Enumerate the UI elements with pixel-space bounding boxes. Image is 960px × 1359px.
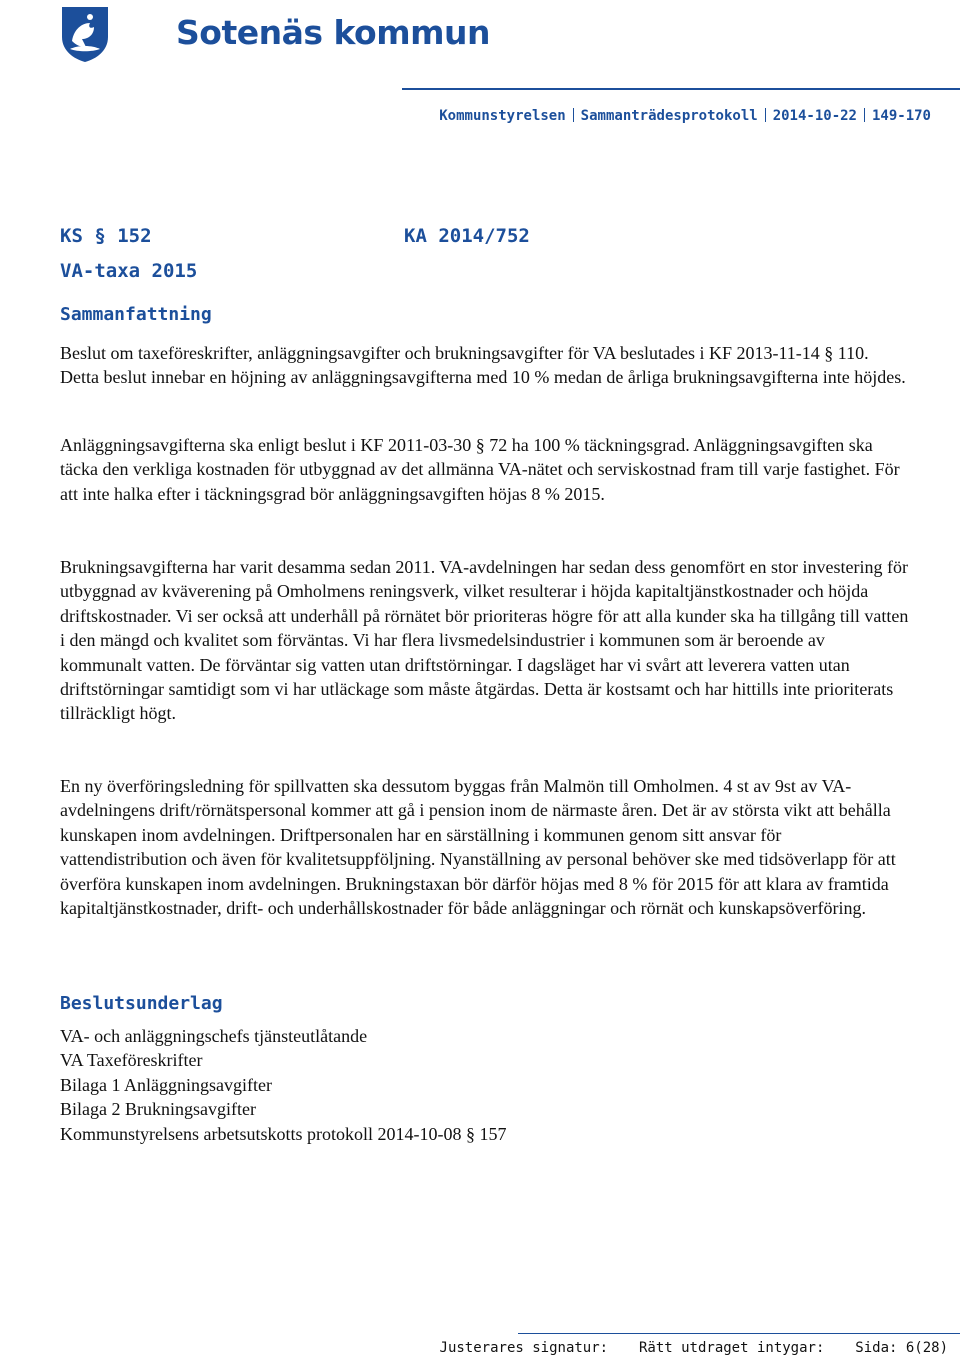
coat-of-arms-icon bbox=[60, 5, 110, 63]
footer-page-number: Sida: 6(28) bbox=[855, 1340, 948, 1356]
decision-basis-list bbox=[60, 1024, 910, 1146]
list-item: VA Taxeföreskrifter bbox=[60, 1050, 203, 1071]
case-number-ka: KA 2014/752 bbox=[404, 225, 530, 247]
summary-paragraph-4: En ny överföringsledning för spillvatten ska dessutom byggas från Malmön till Omholmen. 4 st av 9st av VA-avdelningens drift/rörnätspersonal kommer att gå i pension inom de närmaste åren. Det är av största vikt att behålla kunskapen inom avdelningen. Driftpersonalen har en särställning i kommunen genom sitt ansvar för vattendistribution och även för kvalitetsuppföljning. Nyanställning av personal behöver ske med tidsöverlapp för att överföra kunskapen inom avdelningen. Brukningstaxan bör därför höjas med 8 % för 2015 för att klara av framtida kapitaltjänstkostnader, drift- och underhållskostnader för både anläggningar och rörnät och kunskapsöverföring. bbox=[60, 776, 896, 919]
summary-paragraph-1: Beslut om taxeföreskrifter, anläggningsavgifter och brukningsavgifter för VA beslutades i KF 2013-11-14 § 110. Detta beslut innebar en höjning av anläggningsavgifterna med 10 % medan de årliga brukningsavgifterna inte höjdes. bbox=[60, 343, 906, 388]
header-separator bbox=[573, 108, 574, 122]
list-item: VA- och anläggningschefs tjänsteutlåtande bbox=[60, 1026, 368, 1046]
summary-heading: Sammanfattning bbox=[60, 304, 212, 325]
case-title: VA-taxa 2015 bbox=[60, 260, 198, 282]
document-header bbox=[439, 108, 931, 124]
logo-wordmark: Sotenäs kommun bbox=[176, 13, 490, 52]
summary-paragraph-2: Anläggningsavgifterna ska enligt beslut i KF 2011-03-30 § 72 ha 100 % täckningsgrad. Anläggningsavgiften ska täcka den verkliga kostnaden för utbyggnad av det allmänna VA-nätet och serviskostnad fram till varje fastighet. För att inte halka efter i täckningsgrad bör anläggningsavgiften höjas 8 % 2015. bbox=[60, 435, 900, 504]
header-separator bbox=[864, 108, 865, 122]
header-pages: 149-170 bbox=[871, 108, 931, 124]
footer-justerares-signature: Justerares signatur: bbox=[439, 1340, 609, 1356]
header-date: 2014-10-22 bbox=[772, 108, 857, 124]
case-number-ks: KS § 152 bbox=[60, 225, 152, 247]
decision-basis-heading: Beslutsunderlag bbox=[60, 993, 223, 1014]
header-org: Kommunstyrelsen bbox=[439, 108, 566, 124]
footer-rule bbox=[518, 1333, 960, 1334]
list-item: Bilaga 1 Anläggningsavgifter bbox=[60, 1074, 272, 1095]
list-item: Bilaga 2 Brukningsavgifter bbox=[60, 1099, 256, 1120]
footer-ratt-utdraget: Rätt utdraget intygar: bbox=[638, 1340, 825, 1356]
summary-paragraph-3: Brukningsavgifterna har varit desamma sedan 2011. VA-avdelningen har sedan dess genomfört en stor investering för utbyggnad av kväverening på Omholmens reningsverk, vilket resulterar i höjda kapitaltjänstkostnader och höjda driftskostnader. Vi ser också att underhåll på rörnätet bör prioriteras högre för att alla kunder ska ha tillgång till vatten i den mängd och kvalitet som förväntas. Vi har flera livsmedelsindustrier i kommunen som är beroende av kommunalt vatten. De förväntar sig vatten utan driftstörningar. I dagsläget har vi svårt att leverera vatten utan driftstörningar samtidigt som vi har utläckage som måste åtgärdas. Detta är kostsamt och har hittills inte prioriterats tillräckligt högt. bbox=[60, 557, 909, 724]
header-doc-type: Sammanträdesprotokoll bbox=[580, 108, 758, 124]
header-rule bbox=[402, 88, 960, 90]
header-separator bbox=[765, 108, 766, 122]
list-item: Kommunstyrelsens arbetsutskotts protokoll 2014-10-08 § 157 bbox=[60, 1123, 507, 1144]
sotenas-logo bbox=[60, 5, 490, 63]
page-footer bbox=[440, 1340, 948, 1356]
